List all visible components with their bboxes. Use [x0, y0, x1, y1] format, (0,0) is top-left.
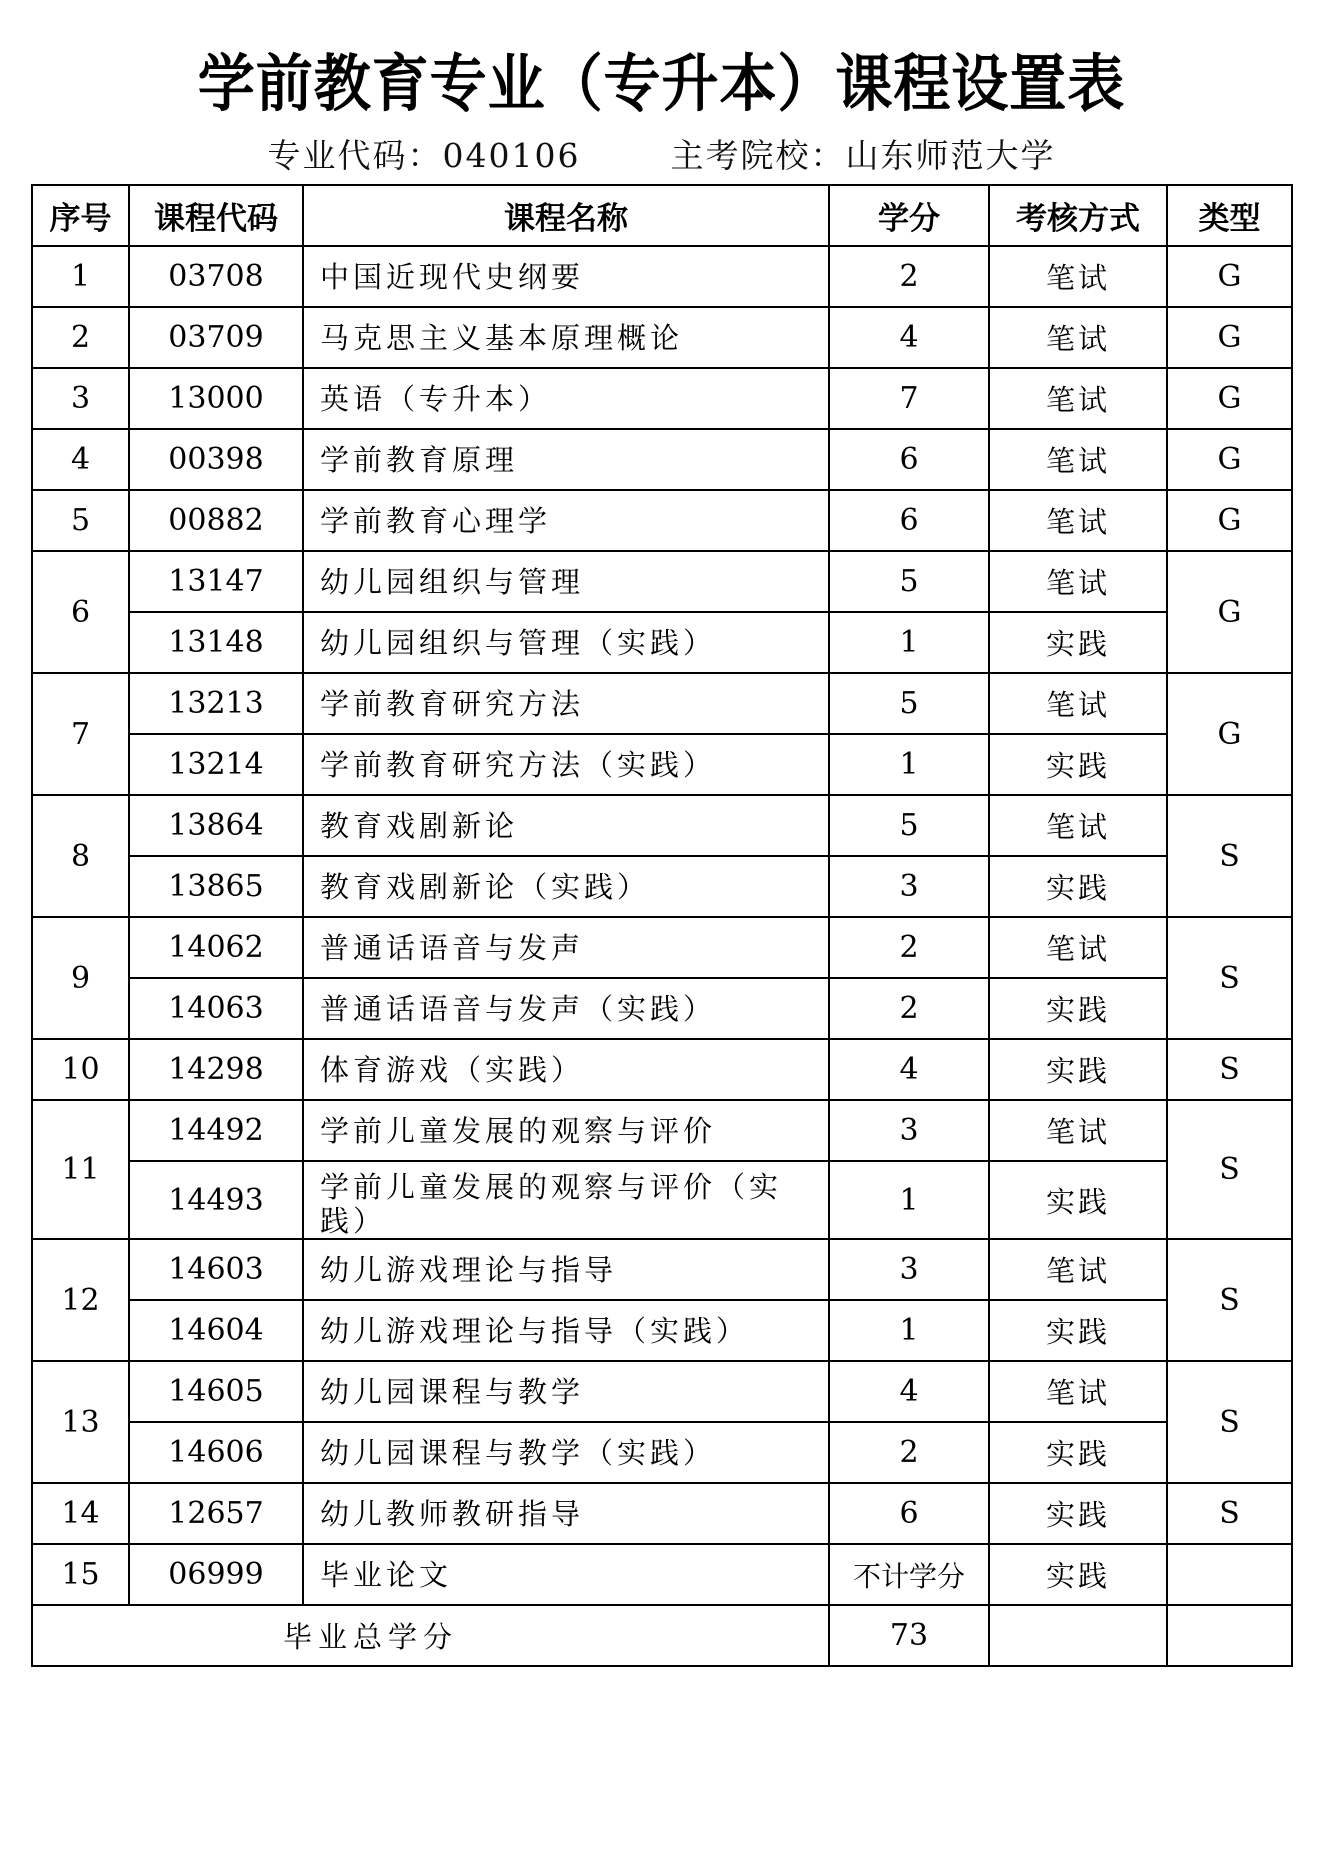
course-name: 幼儿游戏理论与指导 — [303, 1239, 829, 1300]
exam-method: 实践 — [989, 1483, 1167, 1544]
course-name: 幼儿园组织与管理 — [303, 551, 829, 612]
exam-method: 笔试 — [989, 673, 1167, 734]
course-type: S — [1167, 1100, 1292, 1239]
exam-method: 笔试 — [989, 1361, 1167, 1422]
course-code: 14604 — [129, 1300, 303, 1361]
course-type: G — [1167, 551, 1292, 673]
course-code: 03708 — [129, 246, 303, 307]
header-type: 类型 — [1167, 185, 1292, 246]
table-row — [32, 429, 1292, 490]
course-credits: 4 — [829, 307, 989, 368]
course-credits: 不计学分 — [829, 1544, 989, 1605]
course-credits: 3 — [829, 1100, 989, 1161]
course-name: 学前教育研究方法（实践） — [303, 734, 829, 795]
seq-cell: 11 — [32, 1100, 129, 1239]
total-row — [32, 1605, 1292, 1666]
table-row — [32, 1300, 1292, 1361]
exam-method: 笔试 — [989, 307, 1167, 368]
course-table — [31, 184, 1293, 1667]
course-credits: 4 — [829, 1361, 989, 1422]
seq-cell: 13 — [32, 1361, 129, 1483]
course-name: 幼儿教师教研指导 — [303, 1483, 829, 1544]
page-title: 学前教育专业（专升本）课程设置表 — [197, 47, 1126, 120]
course-code: 13213 — [129, 673, 303, 734]
course-credits: 2 — [829, 917, 989, 978]
course-name: 学前教育原理 — [303, 429, 829, 490]
course-credits: 5 — [829, 673, 989, 734]
course-type — [1167, 1544, 1292, 1605]
course-type: G — [1167, 673, 1292, 795]
exam-method: 实践 — [989, 612, 1167, 673]
course-credits: 1 — [829, 1300, 989, 1361]
table-row — [32, 673, 1292, 734]
seq-cell: 4 — [32, 429, 129, 490]
course-code: 13000 — [129, 368, 303, 429]
table-row — [32, 1361, 1292, 1422]
table-row — [32, 917, 1292, 978]
course-type: S — [1167, 795, 1292, 917]
table-row — [32, 795, 1292, 856]
course-name: 中国近现代史纲要 — [303, 246, 829, 307]
total-exam-empty — [989, 1605, 1167, 1666]
table-row — [32, 246, 1292, 307]
table-row — [32, 1100, 1292, 1161]
seq-cell: 7 — [32, 673, 129, 795]
table-row — [32, 734, 1292, 795]
course-name: 毕业论文 — [303, 1544, 829, 1605]
course-credits: 4 — [829, 1039, 989, 1100]
exam-method: 实践 — [989, 1300, 1167, 1361]
exam-method: 实践 — [989, 1422, 1167, 1483]
course-credits: 1 — [829, 734, 989, 795]
total-type-empty — [1167, 1605, 1292, 1666]
header-code: 课程代码 — [129, 185, 303, 246]
course-name: 学前教育研究方法 — [303, 673, 829, 734]
course-name: 普通话语音与发声（实践） — [303, 978, 829, 1039]
exam-method: 笔试 — [989, 368, 1167, 429]
course-name: 幼儿园课程与教学 — [303, 1361, 829, 1422]
exam-method: 笔试 — [989, 246, 1167, 307]
course-code: 13865 — [129, 856, 303, 917]
table-row — [32, 368, 1292, 429]
course-code: 13147 — [129, 551, 303, 612]
header-credits: 学分 — [829, 185, 989, 246]
course-type: S — [1167, 1239, 1292, 1361]
course-name: 普通话语音与发声 — [303, 917, 829, 978]
table-row — [32, 1161, 1292, 1239]
seq-cell: 8 — [32, 795, 129, 917]
course-name: 幼儿园课程与教学（实践） — [303, 1422, 829, 1483]
seq-cell: 5 — [32, 490, 129, 551]
course-type: G — [1167, 307, 1292, 368]
course-code: 14603 — [129, 1239, 303, 1300]
seq-cell: 9 — [32, 917, 129, 1039]
course-type: G — [1167, 246, 1292, 307]
course-name: 英语（专升本） — [303, 368, 829, 429]
header-exam: 考核方式 — [989, 185, 1167, 246]
exam-method: 实践 — [989, 1039, 1167, 1100]
table-row — [32, 978, 1292, 1039]
course-name: 学前教育心理学 — [303, 490, 829, 551]
course-credits: 5 — [829, 551, 989, 612]
total-credits: 73 — [829, 1605, 989, 1666]
course-credits: 6 — [829, 490, 989, 551]
course-code: 06999 — [129, 1544, 303, 1605]
course-credits: 6 — [829, 1483, 989, 1544]
course-code: 03709 — [129, 307, 303, 368]
course-credits: 5 — [829, 795, 989, 856]
course-name: 体育游戏（实践） — [303, 1039, 829, 1100]
seq-cell: 12 — [32, 1239, 129, 1361]
school-name: 山东师范大学 — [845, 136, 1056, 175]
table-row — [32, 1422, 1292, 1483]
exam-method: 笔试 — [989, 1239, 1167, 1300]
course-credits: 2 — [829, 978, 989, 1039]
exam-method: 实践 — [989, 1161, 1167, 1239]
header-name: 课程名称 — [303, 185, 829, 246]
course-code: 14298 — [129, 1039, 303, 1100]
course-code: 13214 — [129, 734, 303, 795]
table-row — [32, 551, 1292, 612]
table-row — [32, 856, 1292, 917]
course-code: 14605 — [129, 1361, 303, 1422]
course-type: S — [1167, 1483, 1292, 1544]
major-code: 040106 — [442, 136, 581, 175]
exam-method: 实践 — [989, 978, 1167, 1039]
table-header-row — [32, 185, 1292, 246]
course-credits: 1 — [829, 612, 989, 673]
course-code: 12657 — [129, 1483, 303, 1544]
course-type: G — [1167, 429, 1292, 490]
course-name: 幼儿园组织与管理（实践） — [303, 612, 829, 673]
seq-cell: 2 — [32, 307, 129, 368]
exam-method: 笔试 — [989, 490, 1167, 551]
table-row — [32, 490, 1292, 551]
course-credits: 7 — [829, 368, 989, 429]
major-code-label: 专业代码： — [267, 136, 443, 175]
exam-method: 实践 — [989, 734, 1167, 795]
course-type: G — [1167, 490, 1292, 551]
course-credits: 2 — [829, 246, 989, 307]
course-code: 14063 — [129, 978, 303, 1039]
total-label: 毕业总学分 — [32, 1605, 829, 1666]
course-code: 14062 — [129, 917, 303, 978]
subtitle — [0, 134, 1323, 178]
course-code: 14606 — [129, 1422, 303, 1483]
header-seq: 序号 — [32, 185, 129, 246]
course-code: 00398 — [129, 429, 303, 490]
school-label: 主考院校： — [670, 136, 846, 175]
course-credits: 6 — [829, 429, 989, 490]
seq-cell: 14 — [32, 1483, 129, 1544]
exam-method: 笔试 — [989, 795, 1167, 856]
course-code: 14493 — [129, 1161, 303, 1239]
course-name: 学前儿童发展的观察与评价（实践） — [303, 1161, 829, 1239]
course-name: 教育戏剧新论（实践） — [303, 856, 829, 917]
seq-cell: 6 — [32, 551, 129, 673]
course-code: 13148 — [129, 612, 303, 673]
exam-method: 笔试 — [989, 917, 1167, 978]
course-type: G — [1167, 368, 1292, 429]
course-name: 马克思主义基本原理概论 — [303, 307, 829, 368]
course-credits: 3 — [829, 1239, 989, 1300]
course-code: 00882 — [129, 490, 303, 551]
exam-method: 笔试 — [989, 551, 1167, 612]
seq-cell: 1 — [32, 246, 129, 307]
seq-cell: 10 — [32, 1039, 129, 1100]
course-type: S — [1167, 917, 1292, 1039]
course-code: 13864 — [129, 795, 303, 856]
table-row — [32, 307, 1292, 368]
seq-cell: 15 — [32, 1544, 129, 1605]
course-name: 幼儿游戏理论与指导（实践） — [303, 1300, 829, 1361]
course-type: S — [1167, 1039, 1292, 1100]
course-type: S — [1167, 1361, 1292, 1483]
exam-method: 实践 — [989, 1544, 1167, 1605]
seq-cell: 3 — [32, 368, 129, 429]
table-row — [32, 1483, 1292, 1544]
exam-method: 实践 — [989, 856, 1167, 917]
table-row — [32, 1544, 1292, 1605]
table-row — [32, 1039, 1292, 1100]
course-credits: 3 — [829, 856, 989, 917]
course-credits: 1 — [829, 1161, 989, 1239]
course-code: 14492 — [129, 1100, 303, 1161]
exam-method: 笔试 — [989, 1100, 1167, 1161]
course-credits: 2 — [829, 1422, 989, 1483]
table-row — [32, 1239, 1292, 1300]
table-row — [32, 612, 1292, 673]
course-name: 教育戏剧新论 — [303, 795, 829, 856]
course-name: 学前儿童发展的观察与评价 — [303, 1100, 829, 1161]
exam-method: 笔试 — [989, 429, 1167, 490]
